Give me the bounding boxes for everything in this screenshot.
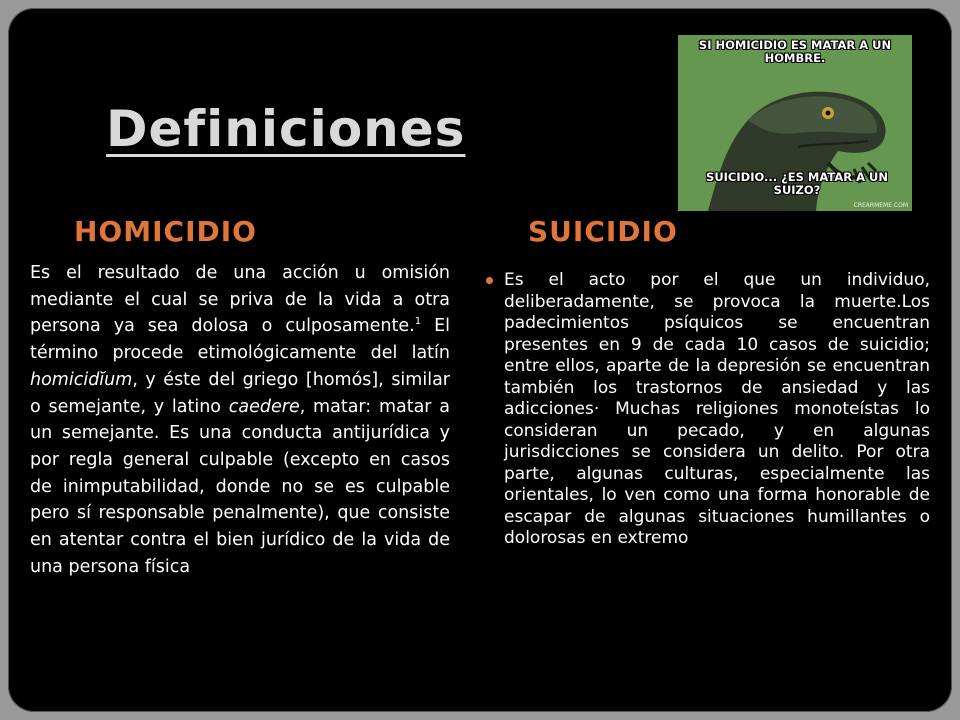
homicidio-text-part-4: , matar: matar a un semejante. Es una conducta antijurídica y por regla general culpable (excepto en casos de inimputabilidad, donde no se es culpable pero sí responsable penalmente), que consiste en atentar contra el bien jurídico de la vida de una persona física (30, 396, 450, 577)
footnote-marker: 1 (414, 316, 422, 328)
meme-watermark: CREARMEME.COM (853, 202, 908, 209)
bullet-icon (486, 277, 493, 284)
slide (8, 8, 952, 712)
homicidio-text-part-1: Es el resultado de una acción u omisión mediante el cual se priva de la vida a otra persona ya sea dolosa o culposamente. (30, 263, 450, 337)
homicidio-text-part-2: El término procede etimológicamente del latín (30, 316, 450, 364)
philosoraptor-meme-image (678, 35, 912, 211)
latin-term-caedere: caedere (228, 396, 300, 417)
homicidio-text-part-3: , y éste del griego [homós], similar o semejante, y latino (30, 369, 450, 417)
homicidio-heading: HOMICIDIO (74, 215, 257, 248)
suicidio-definition (480, 270, 930, 550)
meme-top-caption: SI HOMICIDIO ES MATAR A UN HOMBRE. (698, 38, 892, 65)
meme-bottom-caption: SUICIDIO... ¿ES MATAR A UN SUIZO? (706, 170, 888, 197)
suicidio-heading: SUICIDIO (528, 215, 678, 248)
latin-term-homicidium: homicidĭum (30, 369, 133, 390)
suicidio-text: Es el acto por el que un individuo, deliberadamente, se provoca la muerte.Los padecimientos psíquicos se encuentran presentes en 9 de cada 10 casos de suicidio; entre ellos, aparte de la depresión se encuentran también los trastornos de ansiedad y las adicciones· Muchas religiones monoteístas lo consideran un pecado, y en algunas jurisdicciones se considera un delito. Por otra parte, algunas culturas, especialmente las orientales, lo ven como una forma honorable de escapar de algunas situaciones humillantes o dolorosas en extremo (504, 270, 930, 548)
homicidio-definition (30, 260, 450, 580)
slide-title: Definiciones (106, 100, 466, 158)
